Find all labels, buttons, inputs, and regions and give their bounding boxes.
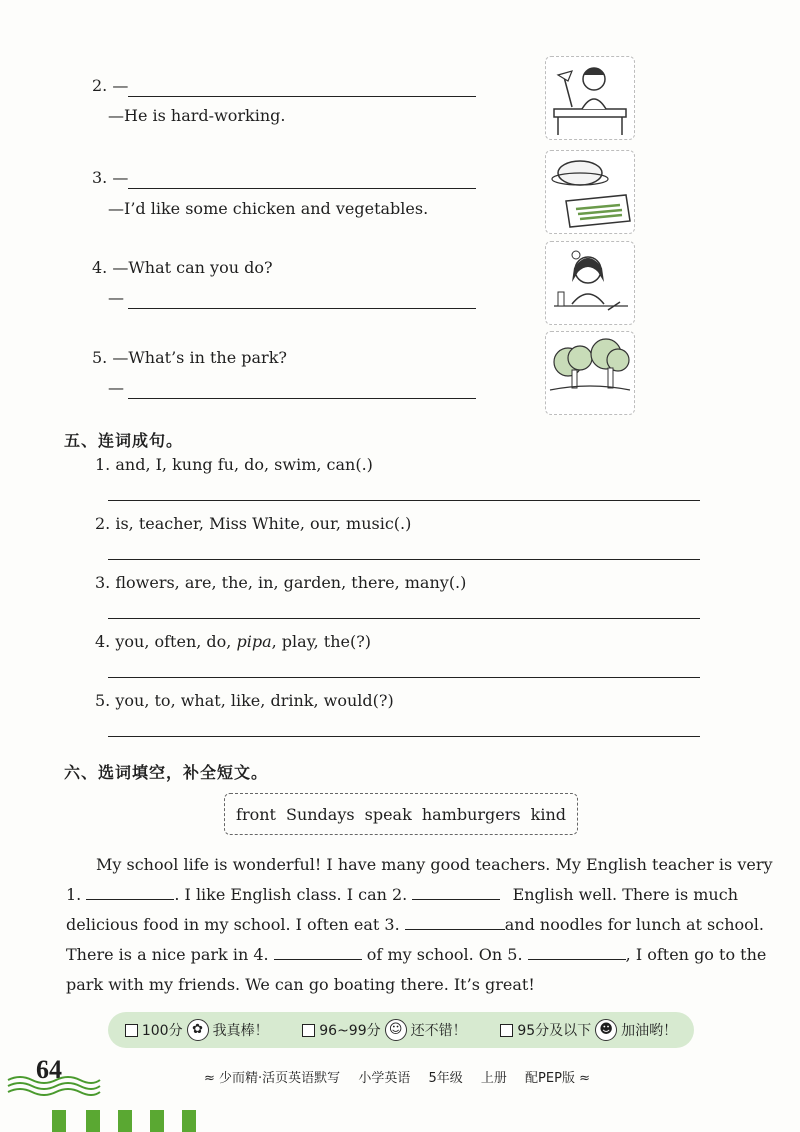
trees-in-park-picture — [545, 331, 635, 415]
girl-drawing-picture — [545, 241, 635, 325]
score-96-99-checkbox[interactable] — [302, 1024, 315, 1037]
dialog-2-number: 2. — — [92, 76, 129, 95]
word-hamburgers: hamburgers — [421, 804, 521, 824]
passage-row-4: There is a nice park in 4. of my school. On 5. , I often go to the — [66, 940, 738, 970]
section-5-answer-line-2[interactable] — [108, 559, 700, 560]
blank-3[interactable] — [405, 911, 505, 930]
blank-5[interactable] — [528, 941, 626, 960]
blank-1[interactable] — [86, 881, 174, 900]
dialog-3-response: —I’d like some chicken and vegetables. — [108, 199, 429, 218]
passage — [66, 850, 773, 1000]
dialog-2-response: —He is hard-working. — [108, 106, 286, 125]
dialog-5-dash: — — [108, 378, 124, 397]
section-5-item-3: 3. flowers, are, the, in, garden, there, many(.) — [95, 573, 467, 592]
score-95-below-checkbox[interactable] — [500, 1024, 513, 1037]
green-tab-3 — [118, 1110, 132, 1132]
blank-2[interactable] — [412, 881, 500, 900]
section-5-answer-line-3[interactable] — [108, 618, 700, 619]
section-5-item-1: 1. and, I, kung fu, do, swim, can(.) — [95, 455, 373, 474]
score-bar — [108, 1012, 694, 1048]
chicken-and-vegetables-picture — [545, 150, 635, 234]
word-speak: speak — [364, 804, 412, 824]
dialog-3-answer-line[interactable] — [128, 188, 476, 189]
boy-studying-at-desk-picture — [545, 56, 635, 140]
dialog-3-number: 3. — — [92, 168, 129, 187]
dialog-4-question: 4. —What can you do? — [92, 258, 273, 277]
section-5-answer-line-4[interactable] — [108, 677, 700, 678]
dialog-4-answer-line[interactable] — [128, 308, 476, 309]
word-kind: kind — [530, 804, 566, 824]
green-tab-4 — [150, 1110, 164, 1132]
score-96-99: 96~99分 ☺ 还不错！ — [302, 1019, 466, 1041]
star-face-icon: ✿ — [187, 1019, 209, 1041]
dialog-5-answer-line[interactable] — [128, 398, 476, 399]
blank-4[interactable] — [274, 941, 362, 960]
section-5-title: 五、连词成句。 — [64, 431, 184, 450]
section-5-answer-line-1[interactable] — [108, 500, 700, 501]
cheer-face-icon: ☻ — [595, 1019, 617, 1041]
passage-row-5: park with my friends. We can go boating there. It’s great! — [66, 975, 535, 994]
section-5-item-5: 5. you, to, what, like, drink, would(?) — [95, 691, 394, 710]
dialog-4-dash: — — [108, 288, 124, 307]
word-bank-box — [224, 793, 578, 835]
word-front: front — [236, 804, 276, 824]
green-tab-1 — [52, 1110, 66, 1132]
dialog-5-question: 5. —What’s in the park? — [92, 348, 287, 367]
page-number: 64 — [36, 1055, 62, 1084]
green-tab-5 — [182, 1110, 196, 1132]
smile-face-icon: ☺ — [385, 1019, 407, 1041]
score-100: 100分 ✿ 我真棒！ — [125, 1019, 269, 1041]
score-100-checkbox[interactable] — [125, 1024, 138, 1037]
score-95-below: 95分及以下 ☻ 加油哟！ — [500, 1019, 677, 1041]
word-sundays: Sundays — [285, 804, 355, 824]
section-5-item-4: 4. you, often, do, pipa, play, the(?) — [95, 632, 372, 651]
section-6-title: 六、选词填空，补全短文。 — [64, 763, 269, 782]
passage-row-2: 1. . I like English class. I can 2. English well. There is much — [66, 880, 738, 910]
green-tab-2 — [86, 1110, 100, 1132]
passage-row-1: My school life is wonderful! I have many good teachers. My English teacher is very — [96, 855, 773, 874]
wave-decoration-icon — [6, 1074, 102, 1096]
section-5-answer-line-5[interactable] — [108, 736, 700, 737]
footer-info: ≈ 少而精·活页英语默写 小学英语 5年级 上册 配PEP版 ≈ — [204, 1071, 590, 1086]
passage-row-3: delicious food in my school. I often eat 3. and noodles for lunch at school. — [66, 910, 738, 940]
section-5-item-2: 2. is, teacher, Miss White, our, music(.) — [95, 514, 412, 533]
dialog-2-answer-line[interactable] — [128, 96, 476, 97]
